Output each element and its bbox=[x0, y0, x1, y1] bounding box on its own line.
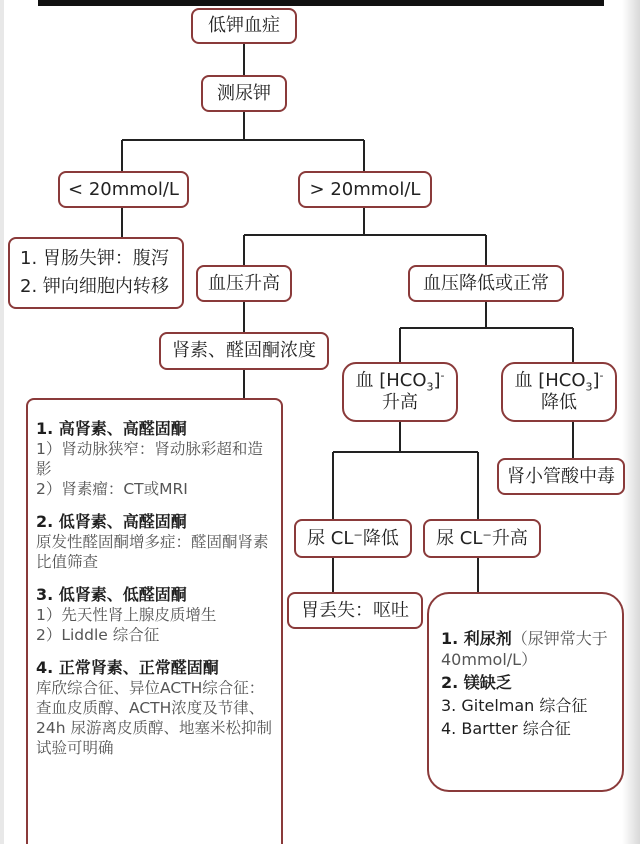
node-label: < 20mmol/L bbox=[68, 178, 179, 200]
renin-section-4 bbox=[36, 657, 275, 758]
node-rta bbox=[497, 458, 625, 495]
node-bp-high bbox=[196, 265, 292, 302]
node-label: > 20mmol/L bbox=[309, 178, 421, 200]
section-heading: 3. 低肾素、低醛固酮 bbox=[36, 585, 187, 604]
renin-section-3 bbox=[36, 584, 275, 645]
hco3-high-label: 血 $[HCO_3]^-$ bbox=[355, 369, 445, 394]
node-label: 测尿钾 bbox=[217, 82, 271, 104]
node-measure-urine-k bbox=[201, 75, 287, 112]
node-urine-cl-high bbox=[423, 519, 541, 558]
section-line: 1）肾动脉狭窄：肾动脉彩超和造影 bbox=[36, 440, 263, 478]
node-label: 低钾血症 bbox=[208, 15, 280, 36]
renin-section-2 bbox=[36, 511, 275, 572]
section-heading: 2. 低肾素、高醛固酮 bbox=[36, 512, 187, 531]
node-label: 血压降低或正常 bbox=[423, 272, 549, 294]
hco3-low-direction: 降低 bbox=[541, 392, 577, 413]
node-low-causes bbox=[8, 237, 184, 309]
section-line: 1）先天性肾上腺皮质增生 bbox=[36, 606, 217, 624]
node-hypokalemia bbox=[191, 8, 297, 44]
cause-item: 3. Gitelman 综合征 bbox=[441, 696, 588, 715]
node-label: 肾素、醛固酮浓度 bbox=[172, 340, 316, 361]
cause-item: 4. Bartter 综合征 bbox=[441, 719, 571, 738]
diuretic-item bbox=[441, 628, 616, 670]
item-note: （尿钾常大于40mmol/L） bbox=[441, 629, 608, 669]
cause-shift: 2. 钾向细胞内转移 bbox=[20, 276, 169, 297]
node-urine-k-high bbox=[298, 171, 432, 208]
hco3-low-label: 血 $[HCO_3]^-$ bbox=[514, 369, 604, 394]
node-hco3-high bbox=[342, 362, 458, 422]
cl-high-details-box bbox=[427, 592, 624, 792]
renin-details-box bbox=[26, 398, 283, 844]
node-label: 尿 CL⁻升高 bbox=[436, 527, 528, 549]
node-label: 尿 CL⁻降低 bbox=[307, 527, 399, 549]
section-heading: 4. 正常肾素、正常醛固酮 bbox=[36, 658, 219, 677]
node-gastric-loss bbox=[287, 592, 423, 629]
section-line: 原发性醛固酮增多症：醛固酮肾素比值筛查 bbox=[36, 533, 269, 571]
hco3-high-direction: 升高 bbox=[382, 392, 418, 413]
node-urine-k-low bbox=[58, 171, 189, 208]
node-label: 血压升高 bbox=[208, 272, 280, 294]
cause-gi-loss: 1. 胃肠失钾：腹泻 bbox=[20, 248, 169, 269]
section-line: 2）Liddle 综合征 bbox=[36, 626, 160, 644]
section-line: 2）肾素瘤：CT或MRI bbox=[36, 480, 188, 498]
node-renin-aldosterone bbox=[159, 332, 329, 370]
cause-item: 2. 镁缺乏 bbox=[441, 673, 512, 692]
renin-section-1 bbox=[36, 418, 275, 499]
node-bp-low-normal bbox=[408, 265, 564, 302]
node-label: 肾小管酸中毒 bbox=[507, 465, 615, 487]
section-heading: 1. 高肾素、高醛固酮 bbox=[36, 419, 187, 438]
item-head: 1. 利尿剂 bbox=[441, 629, 512, 648]
section-line: 库欣综合征、异位ACTH综合征：查血皮质醇、ACTH浓度及节律、24h 尿游离皮质醇、地塞米松抑制试验可明确 bbox=[36, 679, 272, 757]
node-hco3-low bbox=[501, 362, 617, 422]
node-label: 胃丢失：呕吐 bbox=[301, 599, 409, 621]
node-urine-cl-low bbox=[294, 519, 412, 558]
